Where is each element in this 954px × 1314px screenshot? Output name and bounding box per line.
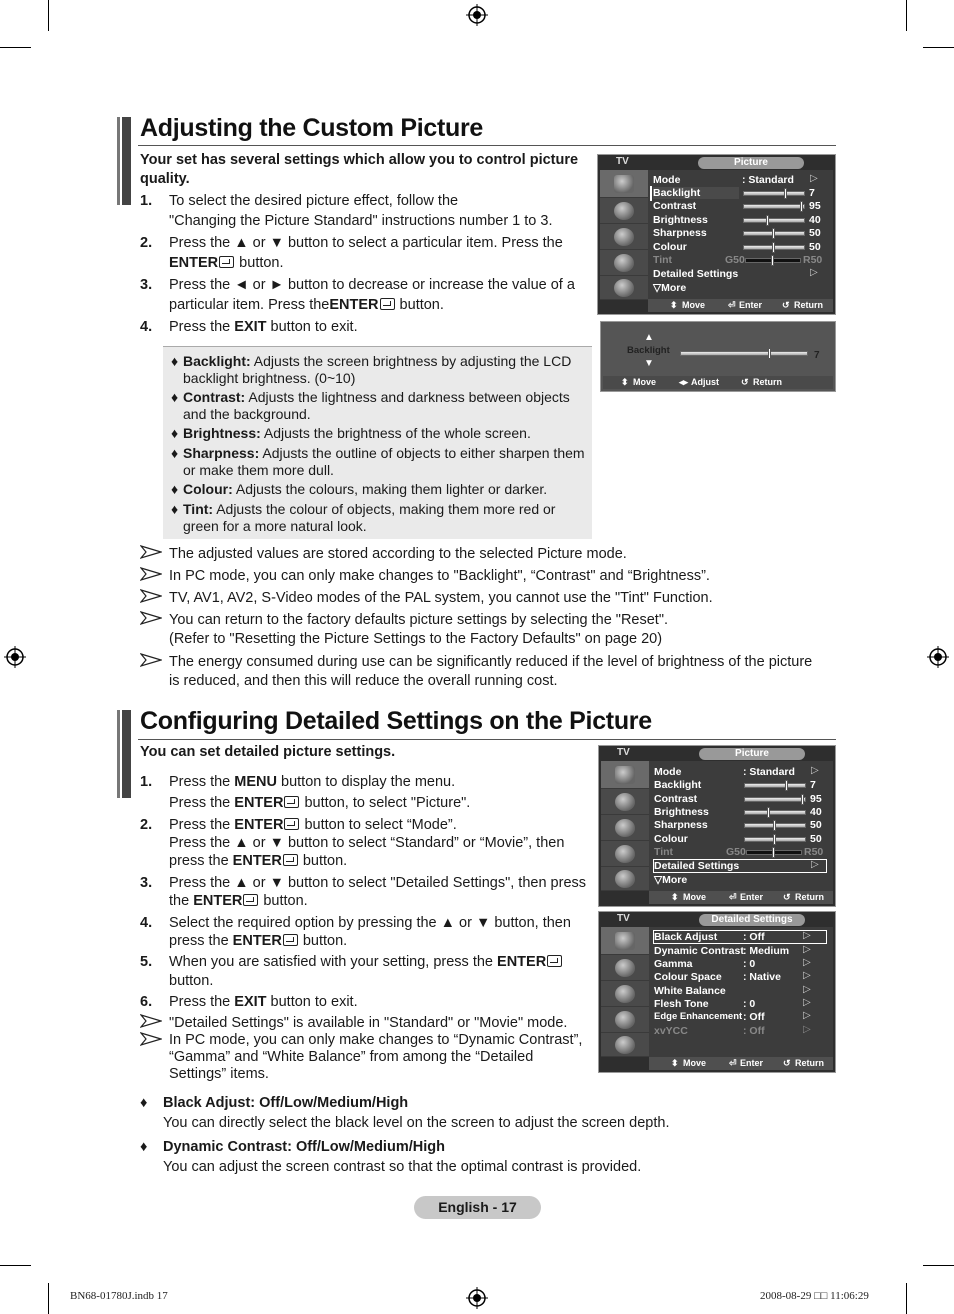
osd-slider [680,351,808,356]
osd-row-value: R50 [804,846,824,858]
section-title: Configuring Detailed Settings on the Picture [140,707,652,735]
osd-row-value: : Native [743,971,781,983]
arrow-up-icon: ▲ [644,332,654,343]
osd-picture-menu [598,745,836,907]
osd-slider-knob [773,820,776,831]
osd-main [648,170,833,300]
section-marker [117,117,131,205]
arrow-right-icon: ▷ [811,859,819,870]
osd-backlight-label: Backlight [627,345,670,356]
crop-mark [48,1283,49,1314]
osd-slider [744,810,806,815]
osd-row-label: Backlight [654,779,702,791]
osd-tv-label: TV [617,913,630,924]
osd-row-value: : Off [743,1025,765,1037]
osd-footer [603,376,833,389]
step-1: 1. To select the desired picture effect, follow the "Changing the Picture Standard" instructions number 1 to 3. [140,193,553,229]
osd-row-value: G50 [726,846,746,858]
osd-row-label: ▽More [653,282,687,294]
osd-slider-knob [771,255,774,266]
osd-tab-picture: Picture [699,748,805,760]
input-icon [615,1036,635,1054]
setup-icon [615,1011,635,1029]
note-arrow-icon [140,611,162,625]
osd-slider-knob [801,794,804,805]
osd-footer-move: Move [683,892,707,902]
step-3: 3. Press the ▲ or ▼ button to select "Detailed Settings", then press the ENTER button. [140,875,587,909]
osd-row-value: 40 [809,214,821,226]
osd-row-value: 7 [810,779,816,791]
crop-mark [906,0,907,31]
note-arrow-icon [140,567,162,581]
osd-slider-knob [768,348,771,359]
note-arrow-icon [140,1014,162,1028]
crop-mark [906,1283,907,1314]
intro-text: Your set has several settings which allow you to control picture quality. [140,152,579,187]
osd-main [649,761,833,891]
osd-footer-return: Return [794,300,823,310]
osd-backlight-value: 7 [814,350,820,361]
osd-slider-knob [785,780,788,791]
osd-footer-enter: Enter [740,892,764,902]
osd-row-label: Mode [653,174,681,186]
definition-item: ♦ Backlight: Adjusts the screen brightness by adjusting the LCD backlight brightness. (0~10) [171,353,572,386]
osd-footer [649,1057,833,1070]
osd-slider-knob [772,847,775,858]
osd-row-label: Gamma [654,958,693,970]
arrow-right-icon: ▷ [803,944,811,955]
osd-slider-knob [772,242,775,253]
crop-mark [923,1265,954,1266]
osd-row-label: Colour Space [654,971,722,983]
osd-row-label: Edge Enhancement [654,1011,743,1022]
channel-icon [615,985,635,1003]
note-arrow-icon [140,589,162,603]
section-marker [117,710,131,798]
section-rule [138,145,836,146]
osd-footer-enter: Enter [740,1058,764,1068]
osd-row-label: Tint [654,846,674,858]
intro-text: You can set detailed picture settings. [140,744,396,760]
sound-icon [615,959,635,977]
osd-row-label: Sharpness [654,819,708,831]
step-4: 4. Select the required option by pressing the ▲ or ▼ button, then press the ENTER button. [140,915,571,949]
osd-row-value: : Off [743,931,765,943]
crop-mark [923,47,954,48]
osd-row-label: Colour [654,833,688,845]
osd-footer-move: Move [633,377,657,387]
channel-icon [615,819,635,837]
osd-slider [743,204,805,209]
osd-row-label-selected: Detailed Settings [654,860,826,872]
enter-icon [547,955,562,967]
note-item: TV, AV1, AV2, S-Video modes of the PAL system, you cannot use the "Tint" Function. [140,589,830,608]
note-item: In PC mode, you can only make changes to “Dynamic Contrast”, “Gamma” and “White Balance” from among the “Detailed Settings” items. [140,1032,600,1083]
osd-slider [744,797,806,802]
osd-row-value: 50 [809,227,821,239]
return-icon: ↺ [783,892,791,902]
osd-footer-return: Return [795,892,824,902]
enter-icon [283,934,298,946]
enter-icon [243,894,258,906]
definition-item: ♦ Colour: Adjusts the colours, making them lighter or darker. [171,481,548,497]
arrow-right-icon: ▷ [803,997,811,1008]
step-2: 2. Press the ▲ or ▼ button to select a particular item. Press the ENTER button. [140,235,563,271]
step-2: 2. Press the ENTER button to select “Mode”. Press the ▲ or ▼ button to select “Standard” or “Movie”, then press the ENTER button. [140,817,565,869]
osd-row-value: 50 [809,241,821,253]
osd-slider [743,191,805,196]
osd-footer-enter: Enter [739,300,763,310]
move-icon: ⬍ [671,892,679,902]
crop-mark [48,0,49,31]
return-icon: ↺ [782,300,790,310]
osd-row-label: Detailed Settings [653,268,739,280]
osd-row-value: : Off [743,1011,765,1023]
osd-row-value: 7 [809,187,815,199]
osd-row-label: Tint [653,254,673,266]
osd-backlight-adjust [600,321,836,392]
note-item: The energy consumed during use can be significantly reduced if the level of brightness of the picture is reduced, and then this will reduce the overall running cost. [140,653,830,691]
osd-slider [744,783,806,788]
osd-row-value: : Medium [743,945,790,957]
osd-footer-return: Return [795,1058,824,1068]
osd-sidebar [601,761,649,891]
osd-row-label: Backlight [653,187,739,199]
step-4: 4. Press the EXIT button to exit. [140,319,358,335]
setup-icon [615,845,635,863]
enter-icon [219,256,234,268]
footer-file-info: BN68-01780J.indb 17 [70,1290,168,1302]
osd-footer-move: Move [682,300,706,310]
note-item: In PC mode, you can only make changes to "Backlight", “Contrast" and “Brightness”. [140,567,830,586]
osd-row-label: White Balance [654,985,726,997]
osd-slider-knob [784,188,787,199]
adjust-icon: ◂▸ [679,377,689,387]
osd-tab-picture: Picture [698,157,804,169]
registration-mark-icon [927,646,949,668]
move-icon: ⬍ [671,1058,679,1068]
definitions-box [163,346,592,539]
osd-row-value: 40 [810,806,822,818]
arrow-right-icon: ▷ [803,1024,811,1035]
enter-icon [380,298,395,310]
arrow-right-icon: ▷ [811,765,819,776]
osd-row-label: Dynamic Contrast [654,945,744,957]
input-icon [615,870,635,888]
osd-row-value: : Standard [742,174,794,186]
registration-mark-icon [4,646,26,668]
osd-row-value: 95 [810,793,822,805]
registration-mark-icon [466,1287,488,1309]
input-icon [614,279,634,297]
osd-row-value: : Standard [743,766,795,778]
move-icon: ⬍ [670,300,678,310]
definition-item: ♦ Tint: Adjusts the colour of objects, making them more red or green for a more natural look. [171,501,556,534]
arrow-right-icon: ▷ [803,1010,811,1021]
enter-icon: ⏎ [729,892,737,902]
section-rule [138,739,836,740]
picture-icon [615,766,635,784]
osd-row-value: 50 [810,819,822,831]
osd-sidebar [601,927,649,1057]
picture-icon [614,175,634,193]
osd-row-value: 95 [809,200,821,212]
osd-row-value: R50 [803,254,823,266]
arrow-down-icon: ▼ [644,358,654,369]
picture-icon [615,932,635,950]
note-item: "Detailed Settings" is available in "Standard" or "Movie" mode. [140,1014,600,1033]
osd-row-value: 50 [810,833,822,845]
osd-row-label-selected: Black Adjust [654,931,826,943]
registration-mark-icon [466,4,488,26]
osd-slider-knob [773,834,776,845]
osd-picture-menu [597,154,836,315]
note-arrow-icon [140,653,162,667]
crop-mark [0,47,31,48]
osd-row-label: xvYCC [654,1025,688,1037]
step-6: 6. Press the EXIT button to exit. [140,994,358,1010]
enter-icon [283,854,298,866]
sound-icon [615,793,635,811]
osd-row-label: Contrast [653,200,697,212]
bullet-item: ♦ Black Adjust: Off/Low/Medium/High You can directly select the black level on the screen to adjust the screen depth. [140,1095,670,1131]
arrow-right-icon: ▷ [810,173,818,184]
enter-icon: ⏎ [729,1058,737,1068]
osd-row-label: Sharpness [653,227,707,239]
osd-row-label: Brightness [653,214,708,226]
enter-icon [284,818,299,830]
osd-row-label: Mode [654,766,682,778]
osd-slider-knob [766,215,769,226]
move-icon: ⬍ [621,377,629,387]
section-title: Adjusting the Custom Picture [140,114,484,142]
osd-tab-detailed: Detailed Settings [699,914,805,926]
osd-row-value: : 0 [743,998,756,1010]
page-number-badge: English - 17 [414,1196,541,1219]
bullet-item: ♦ Dynamic Contrast: Off/Low/Medium/High You can adjust the screen contrast so that the optimal contrast is provided. [140,1139,642,1175]
note-arrow-icon [140,545,162,559]
channel-icon [614,228,634,246]
osd-footer [648,299,833,312]
return-icon: ↺ [783,1058,791,1068]
enter-icon [284,796,299,808]
sound-icon [614,202,634,220]
osd-slider-knob [767,807,770,818]
step-1: 1. Press the MENU button to display the menu. Press the ENTER button, to select "Picture". [140,774,471,811]
osd-row-label: ▽More [654,874,688,886]
osd-row-label: Contrast [654,793,698,805]
osd-slider-knob [800,201,803,212]
osd-slider-knob [772,228,775,239]
footer-timestamp: 2008-08-29 □□ 11:06:29 [760,1290,869,1302]
osd-row-value: : 0 [743,958,756,970]
arrow-right-icon: ▷ [803,970,811,981]
note-arrow-icon [140,1032,162,1046]
arrow-right-icon: ▷ [803,930,811,941]
osd-row-value: G50 [725,254,745,266]
osd-footer-move: Move [683,1058,707,1068]
definition-item: ♦ Contrast: Adjusts the lightness and darkness between objects and the background. [171,389,570,422]
note-item: You can return to the factory defaults picture settings by selecting the "Reset". (Refer to "Resetting the Picture Settings to the Factory Defaults" on page 20) [140,611,830,649]
osd-sidebar [600,170,648,300]
note-item: The adjusted values are stored according to the selected Picture mode. [140,545,830,564]
crop-mark [0,1265,31,1266]
return-icon: ↺ [741,377,749,387]
osd-detailed-settings-menu [598,911,836,1073]
osd-tv-label: TV [617,747,630,758]
osd-row-label: Colour [653,241,687,253]
osd-slider [743,218,805,223]
osd-tv-label: TV [616,156,629,167]
osd-row-label: Brightness [654,806,709,818]
arrow-right-icon: ▷ [803,984,811,995]
definition-item: ♦ Sharpness: Adjusts the outline of objects to either sharpen them or make them more dull. [171,445,585,478]
definition-item: ♦ Brightness: Adjusts the brightness of the whole screen. [171,425,531,441]
osd-footer-return: Return [753,377,782,387]
osd-footer-adjust: Adjust [691,377,719,387]
arrow-right-icon: ▷ [803,957,811,968]
osd-footer [649,891,833,904]
setup-icon [614,254,634,272]
step-3: 3. Press the ◄ or ► button to decrease or increase the value of a particular item. Press theENTER button. [140,277,575,313]
osd-row-label: Flesh Tone [654,998,709,1010]
step-5: 5. When you are satisfied with your setting, press the ENTER button. [140,953,600,991]
osd-main [649,927,833,1057]
arrow-right-icon: ▷ [810,267,818,278]
enter-icon: ⏎ [728,300,736,310]
